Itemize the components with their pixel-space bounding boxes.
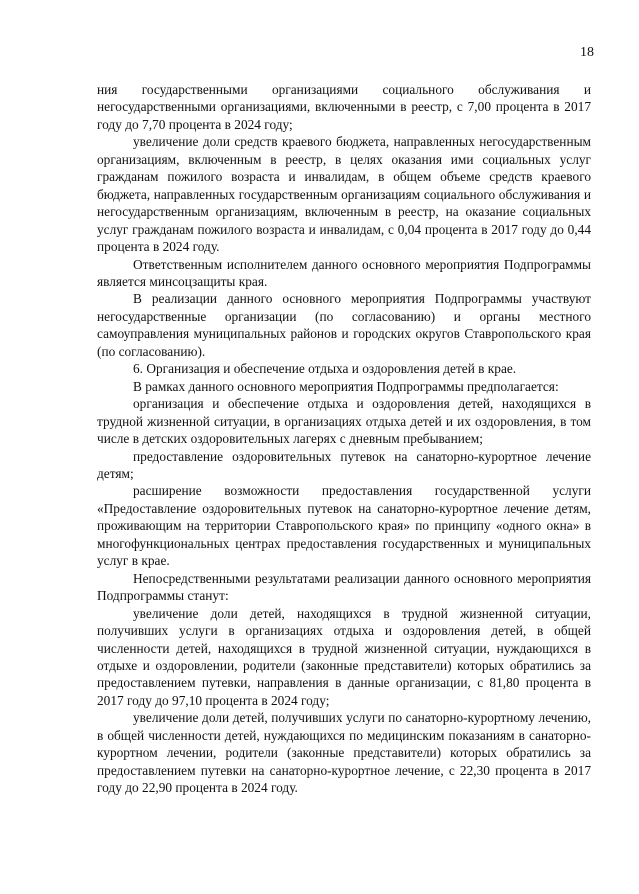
paragraph-result-sanatorium: увеличение доли детей, получивших услуги по санаторно-курортному лечению, в общей численности детей, нуждающихся по медицинским показаниям в санаторно-курортном лечении, родители (законные представители) которых обратились за предоставлением путевки на санаторно-курортное лечение, с 22,30 процента в 2017 году до 22,90 процента в 2024 году.: [97, 710, 591, 796]
paragraph-participants: В реализации данного основного мероприятия Подпрограммы участвуют негосударственные организации (по согласованию) и органы местного самоуправления муниципальных районов и городских округов Ставропольского края (по согласованию).: [97, 291, 591, 359]
paragraph-results-intro: Непосредственными результатами реализации данного основного мероприятия Подпрограммы станут:: [97, 570, 591, 604]
paragraph-result-difficult-situation: увеличение доли детей, находящихся в трудной жизненной ситуации, получивших услуги в организациях отдыха и оздоровления детей, в общей численности детей, находящихся в трудной жизненной ситуации, нуждающихся в отдыхе и оздоровлении, родители (законные представители) которых обратились за предоставлением путевки, направления в данные организации, с 81,80 процента в 2017 году до 97,10 процента в 2024 году;: [97, 605, 591, 708]
page-number: 18: [580, 45, 594, 60]
paragraph-budget-share: увеличение доли средств краевого бюджета, направленных негосударственным организациям, включенным в реестр, в целях оказания ими социальных услуг гражданам пожилого возраста и инвалидам, в общем объеме средств краевого бюджета, направленных государственным организациям социального обслуживания и негосударственным организациям, включенным в реестр, на оказание социальных услуг гражданам пожилого возраста и инвалидам, с 0,04 процента в 2017 году до 0,44 процента в 2024 году.: [97, 134, 591, 255]
section-heading-6: 6. Организация и обеспечение отдыха и оздоровления детей в крае.: [133, 361, 517, 377]
paragraph-planned-intro: В рамках данного основного мероприятия Подпрограммы предполагается:: [133, 378, 559, 394]
document-body: [97, 81, 591, 797]
paragraph-organization-rest: организация и обеспечение отдыха и оздоровления детей, находящихся в трудной жизненной ситуации, в организациях отдыха детей и их оздоровления, в том числе в детских оздоровительных лагерях с дневным пребыванием;: [97, 396, 591, 447]
paragraph-responsible-executor: Ответственным исполнителем данного основного мероприятия Подпрограммы является минсоцзащиты края.: [97, 256, 591, 289]
paragraph-one-window: расширение возможности предоставления государственной услуги «Предоставление оздоровительных путевок на санаторно-курортное лечение детям, проживающим на территории Ставропольского края» по принципу «одного окна» в многофункциональных центрах предоставления государственных и муниципальных услуг в крае.: [97, 483, 591, 569]
paragraph-vouchers: предоставление оздоровительных путевок на санаторно-курортное лечение детям;: [97, 448, 591, 481]
paragraph-continuation: ния государственными организациями социального обслуживания и негосударственными организациями, включенными в реестр, с 7,00 процента в 2017 году до 7,70 процента в 2024 году;: [97, 82, 591, 132]
